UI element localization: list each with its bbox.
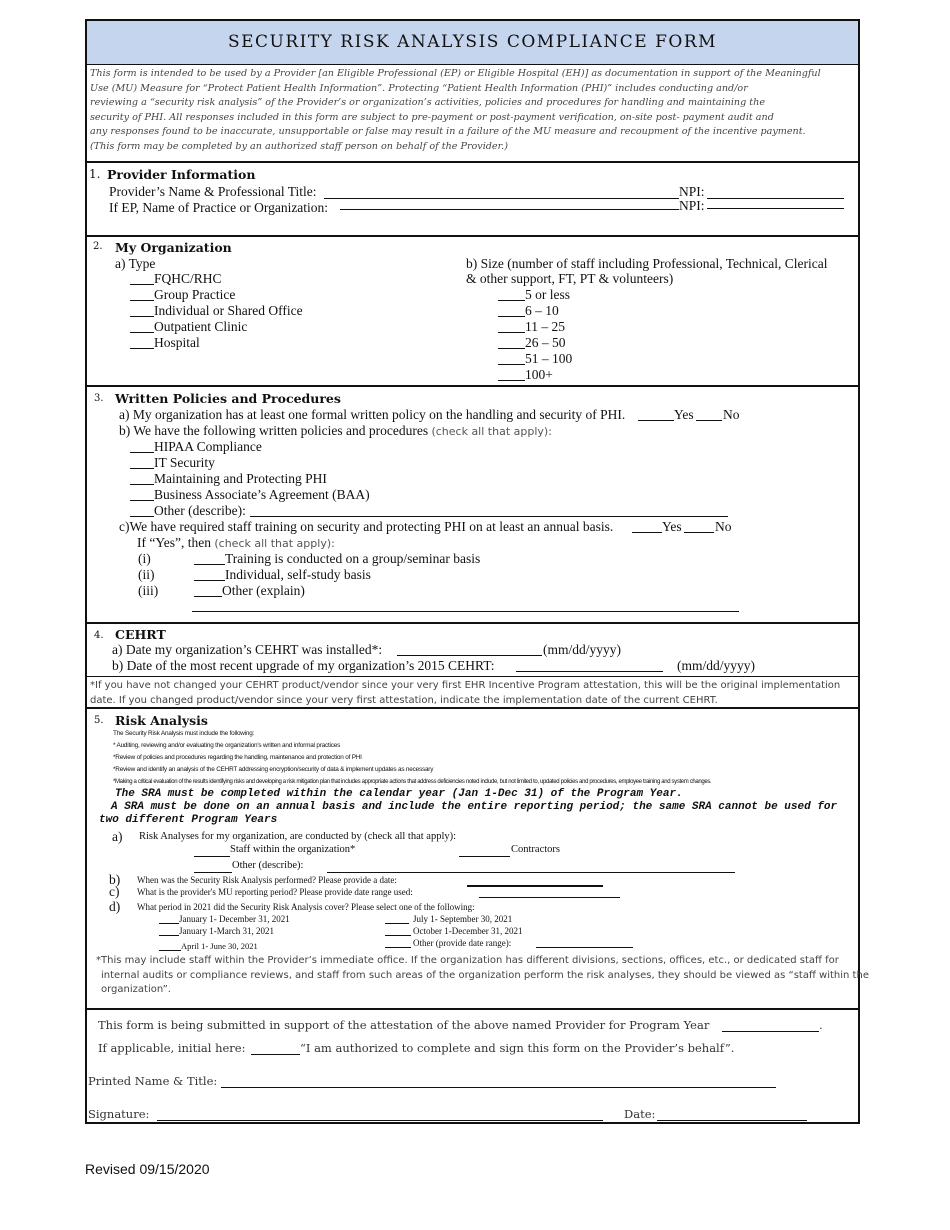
type-option: Individual or Shared Office (154, 303, 303, 318)
section-number: 5. (94, 715, 104, 726)
sra-bold-note: two different Program Years (99, 814, 278, 826)
npi-label: NPI: (679, 198, 705, 213)
size-checkbox-line[interactable] (498, 348, 525, 349)
staff-note-line: internal audits or compliance reviews, and staff from such areas of the organization perform the risk analyses, they should be viewed as “staff within the (101, 969, 869, 981)
size-option: 11 – 25 (525, 319, 565, 334)
divider (87, 385, 858, 387)
check-all-note: (check all that apply): (431, 425, 552, 438)
training-checkbox-line[interactable] (194, 580, 225, 581)
intro-line: reviewing a “security risk analysis” of the Provider’s or organization’s activities, policies and procedures for handling and maintaining the (90, 97, 766, 108)
no-label: No (723, 407, 740, 422)
conducted-by-label: Risk Analyses for my organization, are conducted by (check all that apply): (139, 831, 457, 842)
size-checkbox-line[interactable] (498, 380, 525, 381)
contractors-option: Contractors (511, 844, 560, 855)
type-label: a) Type (115, 256, 156, 271)
policy-option: HIPAA Compliance (154, 439, 262, 454)
type-checkbox-line[interactable] (130, 332, 154, 333)
policy-checkbox-line[interactable] (130, 468, 154, 469)
item-letter: a) (112, 829, 123, 844)
sra-period-label: What period in 2021 did the Security Risk Analysis cover? Please select one of the following: (137, 902, 475, 912)
sra-requirement-line: * Auditing, reviewing and/or evaluating the organization's written and informal practices (113, 742, 341, 749)
other-date-range-field[interactable] (536, 947, 633, 948)
sra-date-field[interactable] (467, 885, 603, 887)
policy-question-a: a) My organization has at least one formal written policy on the handling and security of PHI. (119, 407, 626, 422)
policy-question-b (119, 423, 552, 439)
date-format: (mm/dd/yyyy) (543, 642, 621, 657)
sra-requirement-line: *Review of policies and procedures regarding the handling, maintenance and protection of PHI (113, 754, 362, 761)
policy-option: Business Associate’s Agreement (BAA) (154, 487, 370, 502)
date-label: Date: (624, 1107, 656, 1121)
other-describe-field[interactable] (327, 872, 735, 873)
cehrt-upgrade-date-field[interactable] (516, 671, 663, 672)
training-numeral: (ii) (138, 567, 155, 582)
policy-question-b-text: b) We have the following written policies and procedures (119, 423, 429, 438)
yes-line[interactable] (638, 420, 674, 421)
item-letter: b) (109, 872, 121, 887)
item-letter: d) (109, 899, 121, 914)
period-option: July 1- September 30, 2021 (413, 914, 513, 924)
divider (87, 622, 858, 624)
reporting-period-label: What is the provider's MU reporting period? Please provide date range used: (137, 887, 413, 897)
training-option: Training is conducted on a group/seminar basis (225, 551, 481, 566)
initial-label: If applicable, initial here: (98, 1041, 246, 1055)
intro-line: Use (MU) Measure for “Protect Patient Health Information”. Protecting “Patient Health Information (PHI)” includes conducting and/or (90, 82, 748, 94)
size-option: 26 – 50 (525, 335, 566, 350)
attestation-text: This form is being submitted in support of the attestation of the above named Provider for Program Year (98, 1018, 710, 1032)
form-title: SECURITY RISK ANALYSIS COMPLIANCE FORM (87, 21, 858, 65)
intro-text (90, 67, 854, 154)
size-option: 100+ (525, 367, 553, 382)
type-checkbox-line[interactable] (130, 300, 154, 301)
intro-line: security of PHI. All responses included in this form are subject to pre-payment or post-payment verification, on-site post- payment audit and (90, 111, 774, 123)
reporting-period-field[interactable] (479, 897, 620, 898)
policy-checkbox-line[interactable] (130, 484, 154, 485)
size-checkbox-line[interactable] (498, 332, 525, 333)
other-training-field[interactable] (192, 611, 739, 612)
policy-checkbox-line[interactable] (130, 452, 154, 453)
sra-bold-note: A SRA must be done on an annual basis and include the entire reporting period; the same SRA cannot be used for (111, 801, 838, 813)
training-numeral: (i) (138, 551, 151, 566)
other-checkbox-line[interactable] (194, 872, 232, 873)
section-number: 1. (89, 167, 101, 181)
period-checkbox-line[interactable] (159, 950, 181, 951)
section-number: 3. (94, 393, 104, 404)
section-number: 2. (93, 241, 103, 252)
type-option: Group Practice (154, 287, 236, 302)
cehrt-note (90, 679, 840, 708)
npi-label: NPI: (679, 184, 705, 199)
no-line[interactable] (696, 420, 722, 421)
divider (87, 235, 858, 237)
section-heading: My Organization (115, 240, 232, 255)
cehrt-note-line: *If you have not changed your CEHRT product/vendor since your very first EHR Incentive Program attestation, this will be the original implementation (90, 680, 841, 691)
policy-option: IT Security (154, 455, 215, 470)
staff-note-line: *This may include staff within the Provider’s immediate office. If the organization has different divisions, sections, offices, etc., or dedicated staff for (96, 955, 839, 966)
policy-checkbox-line[interactable] (130, 516, 154, 517)
training-checkbox-line[interactable] (194, 564, 225, 565)
period-checkbox-line[interactable] (159, 935, 179, 936)
type-checkbox-line[interactable] (130, 348, 154, 349)
cehrt-install-label: a) Date my organization’s CEHRT was installed*: (112, 642, 383, 657)
period-option: April 1- June 30, 2021 (181, 941, 258, 951)
sra-requirement-line: *Making a critical evaluation of the results identifying risks and developing a risk mitigation plan that includes appropriate actions that address deficiencies noted include, but not limited to, updated policies and procedures, employee training and system changes. (113, 779, 712, 785)
cehrt-note-line: date. If you changed product/vendor since your very first attestation, indicate the implementation date of the current CEHRT. (90, 694, 718, 706)
if-yes-text: If “Yes”, then (137, 535, 211, 550)
period-char: . (819, 1018, 823, 1032)
npi-field-2[interactable] (707, 208, 844, 209)
compliance-form (85, 19, 869, 1124)
date-format: (mm/dd/yyyy) (677, 658, 755, 673)
cehrt-install-date-field[interactable] (397, 655, 542, 656)
intro-line: (This form may be completed by an authorized staff person on behalf of the Provider.) (90, 140, 508, 152)
policy-checkbox-line[interactable] (130, 500, 154, 501)
other-policy-field[interactable] (250, 516, 728, 517)
practice-name-field[interactable] (340, 209, 679, 210)
printed-name-label: Printed Name & Title: (88, 1074, 218, 1088)
yes-line[interactable] (632, 532, 662, 533)
period-option: January 1-March 31, 2021 (179, 926, 274, 936)
size-checkbox-line[interactable] (498, 300, 525, 301)
size-option: 6 – 10 (525, 303, 559, 318)
section-heading: CEHRT (115, 627, 166, 642)
initial-field[interactable] (251, 1054, 300, 1055)
size-label-continued: & other support, FT, PT & volunteers) (466, 271, 674, 286)
no-line[interactable] (684, 532, 714, 533)
yes-label: Yes (674, 407, 694, 422)
section-heading: Provider Information (107, 167, 256, 182)
period-checkbox-line[interactable] (385, 935, 411, 936)
signature-label: Signature: (88, 1107, 150, 1121)
check-all-note: (check all that apply): (214, 537, 335, 550)
divider (87, 161, 858, 163)
other-describe-option: Other (describe): (232, 860, 304, 871)
sra-requirement-line: The Security Risk Analysis must include the following: (113, 730, 255, 737)
period-option: Other (provide date range): (413, 938, 512, 948)
intro-line: any responses found to be inaccurate, unsupportable or false may result in a failure of the MU measure and recoupment of the incentive payment. (90, 126, 806, 137)
staff-note-line: organization”. (101, 984, 171, 995)
signature-field[interactable] (157, 1120, 603, 1121)
size-label: b) Size (number of staff including Professional, Technical, Clerical (466, 256, 828, 271)
training-question-c: c)We have required staff training on security and protecting PHI on at least an annual basis. (119, 519, 614, 534)
staff-note (96, 954, 869, 998)
training-numeral: (iii) (138, 583, 159, 598)
sra-bold-note: The SRA must be completed within the calendar year (Jan 1-Dec 31) of the Program Year. (115, 788, 683, 800)
type-option: Outpatient Clinic (154, 319, 248, 334)
contractors-checkbox-line[interactable] (459, 856, 510, 857)
policy-option: Other (describe): (154, 503, 246, 518)
period-option: October 1-December 31, 2021 (413, 926, 523, 936)
no-label: No (715, 519, 732, 534)
training-option: Individual, self-study basis (225, 567, 371, 582)
yes-label: Yes (662, 519, 682, 534)
if-yes-label (137, 535, 335, 551)
revised-date: Revised 09/15/2020 (85, 1161, 210, 1177)
size-option: 51 – 100 (525, 351, 573, 366)
section-number: 4. (94, 630, 104, 641)
training-checkbox-line[interactable] (194, 596, 222, 597)
staff-checkbox-line[interactable] (194, 856, 230, 857)
type-checkbox-line[interactable] (130, 284, 154, 285)
divider (87, 707, 858, 709)
period-option: January 1- December 31, 2021 (179, 914, 290, 924)
period-checkbox-line[interactable] (385, 947, 411, 948)
section-heading: Written Policies and Procedures (115, 391, 341, 406)
policy-option: Maintaining and Protecting PHI (154, 471, 327, 486)
staff-within-option: Staff within the organization* (230, 844, 356, 855)
period-checkbox-line[interactable] (159, 923, 179, 924)
provider-name-label: Provider’s Name & Professional Title: (109, 184, 317, 199)
period-checkbox-line[interactable] (385, 923, 409, 924)
sra-requirement-line: *Review and identify an analysis of the CEHRT addressing encryption/security of data & implement updates as necessary (113, 766, 434, 773)
printed-name-field[interactable] (221, 1087, 776, 1088)
size-checkbox-line[interactable] (498, 364, 525, 365)
provider-name-field[interactable] (324, 198, 679, 199)
cehrt-upgrade-label: b) Date of the most recent upgrade of my organization’s 2015 CEHRT: (112, 658, 495, 673)
type-option: Hospital (154, 335, 200, 350)
npi-field[interactable] (707, 198, 844, 199)
sra-date-label: When was the Security Risk Analysis performed? Please provide a date: (137, 875, 397, 885)
program-year-field[interactable] (722, 1031, 819, 1032)
type-checkbox-line[interactable] (130, 316, 154, 317)
divider (87, 676, 858, 677)
divider (87, 1008, 858, 1010)
section-heading: Risk Analysis (115, 713, 208, 728)
intro-line: This form is intended to be used by a Provider [an Eligible Professional (EP) or Eligible Hospital (EH)] as documentation in support of the Meaningful (90, 68, 821, 79)
type-option: FQHC/RHC (154, 271, 222, 286)
training-option: Other (explain) (222, 583, 305, 598)
practice-name-label: If EP, Name of Practice or Organization: (109, 200, 329, 215)
item-letter: c) (109, 884, 120, 899)
size-option: 5 or less (525, 287, 570, 302)
authorized-statement: “I am authorized to complete and sign this form on the Provider’s behalf”. (300, 1041, 735, 1055)
signature-date-field[interactable] (657, 1120, 807, 1121)
size-checkbox-line[interactable] (498, 316, 525, 317)
